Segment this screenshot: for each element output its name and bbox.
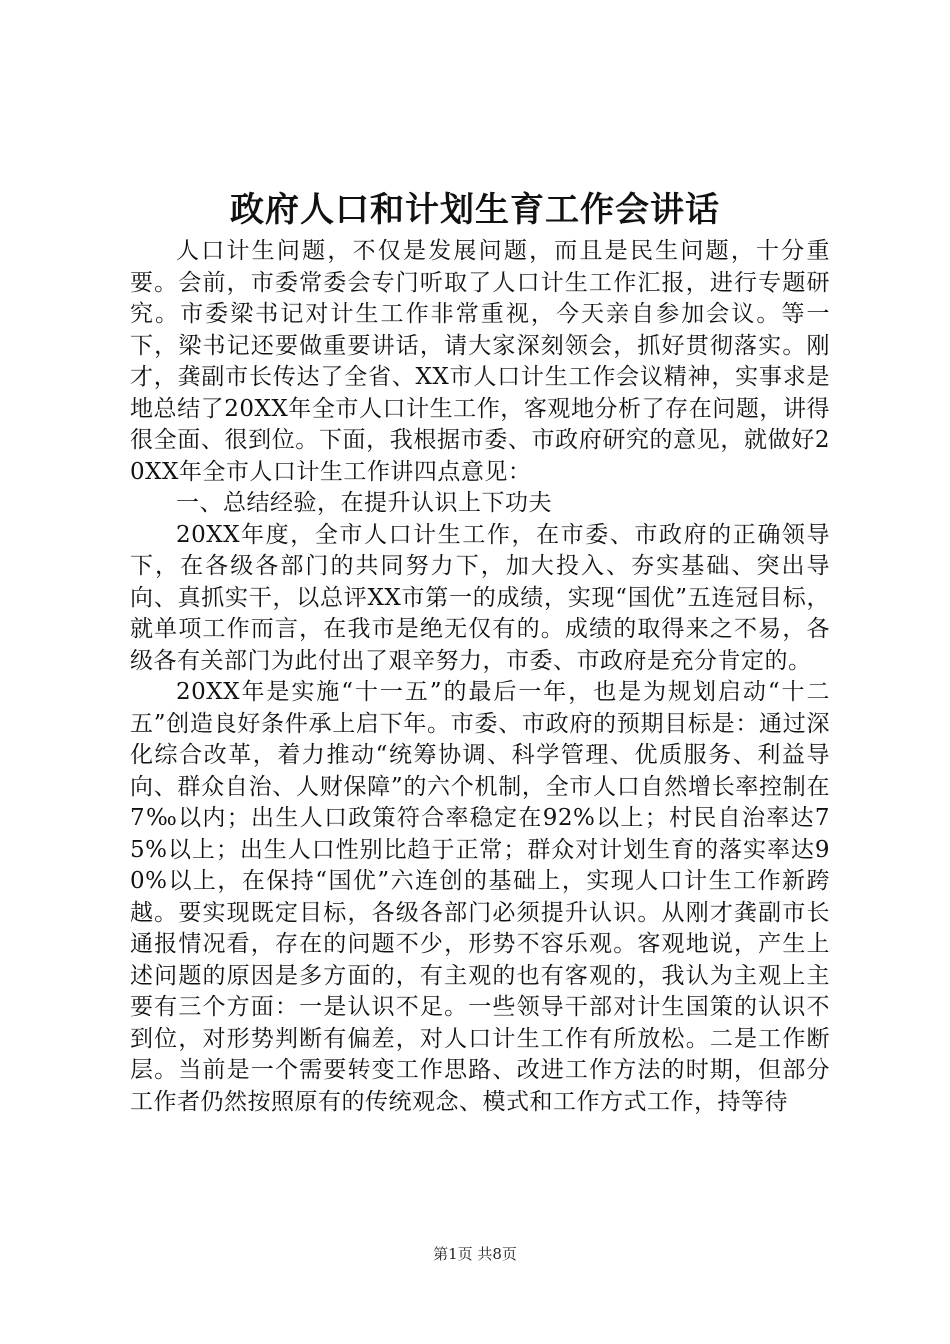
paragraph-achievements: 20XX年度，全市人口计生工作，在市委、市政府的正确领导下，在各级各部门的共同努力下，加大投入、夯实基础、突出导向、真抓实干，以总评XX市第一的成绩，实现“国优”五连冠目标，就单项工作而言，在我市是绝无仅有的。成绩的取得来之不易，各级各有关部门为此付出了艰辛努力，市委、市政府是充分肯定的。	[130, 521, 830, 674]
page-number-footer: 第1页 共8页	[433, 1245, 517, 1263]
document-title: 政府人口和计划生育工作会讲话	[230, 190, 720, 230]
paragraph-intro: 人口计生问题，不仅是发展问题，而且是民生问题，十分重要。会前，市委常委会专门听取了人口计生工作汇报，进行专题研究。市委梁书记对计生工作非常重视，今天亲自参加会议。等一下，梁书记还要做重要讲话，请大家深刻领会，抓好贯彻落实。刚才，龚副市长传达了全省、XX市人口计生工作会议精神，实事求是地总结了20XX年全市人口计生工作，客观地分析了存在问题，讲得很全面、很到位。下面，我根据市委、市政府研究的意见，就做好20XX年全市人口计生工作讲四点意见：	[130, 238, 830, 485]
paragraph-targets: 20XX年是实施“十一五”的最后一年，也是为规划启动“十二五”创造良好条件承上启下年。市委、市政府的预期目标是：通过深化综合改革，着力推动“统筹协调、科学管理、优质服务、利益导向、群众自治、人财保障”的六个机制，全市人口自然增长率控制在7‰以内；出生人口政策符合率稳定在92%以上；村民自治率达75%以上；出生人口性别比趋于正常；群众对计划生育的落实率达90%以上，在保持“国优”六连创的基础上，实现人口计生工作新跨越。要实现既定目标，各级各部门必须提升认识。从刚才龚副市长通报情况看，存在的问题不少，形势不容乐观。客观地说，产生上述问题的原因是多方面的，有主观的也有客观的，我认为主观上主要有三个方面：一是认识不足。一些领导干部对计生国策的认识不到位，对形势判断有偏差，对人口计生工作有所放松。二是工作断层。当前是一个需要转变工作思路、改进工作方法的时期，但部分工作者仍然按照原有的传统观念、模式和工作方式工作，持等待	[130, 679, 830, 1115]
document-body	[130, 236, 830, 1118]
section-heading-1: 一、总结经验，在提升认识上下功夫	[176, 490, 552, 516]
